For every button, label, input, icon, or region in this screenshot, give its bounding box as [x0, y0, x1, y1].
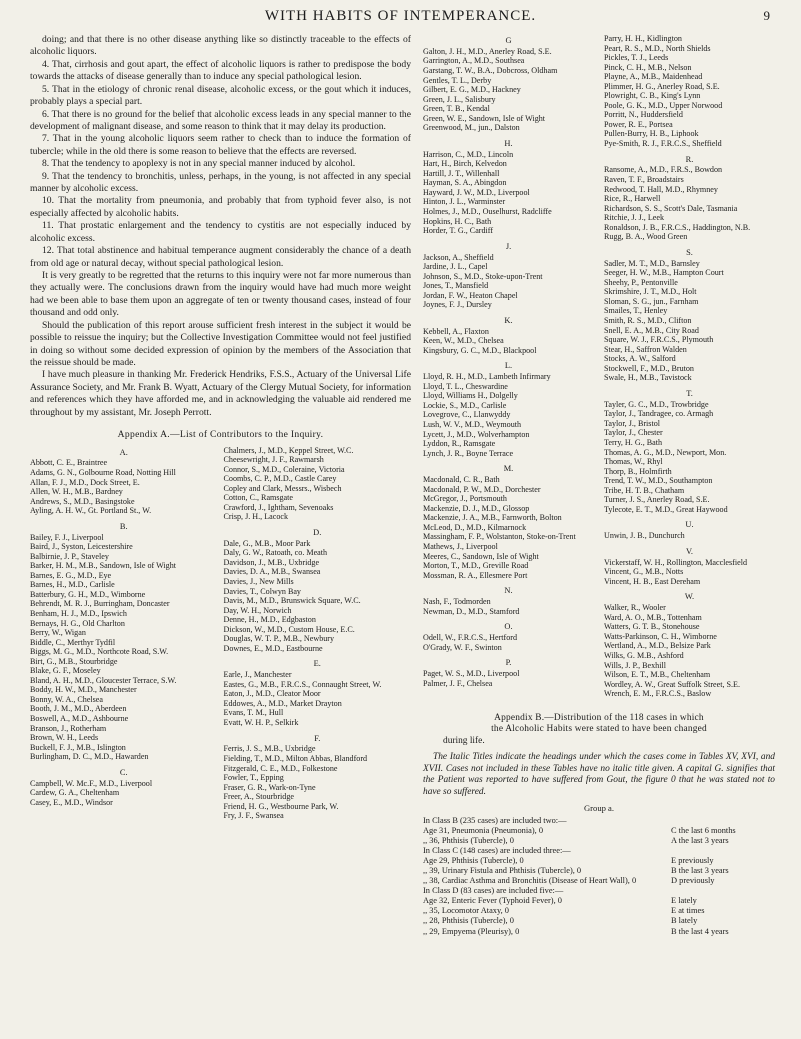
group-letter: O. [504, 622, 513, 632]
case-change: B the last 4 years [671, 926, 729, 936]
contributor-name: Gilbert, E. G., M.D., Hackney [423, 85, 521, 95]
contributor-name: Wertland, A., M.D., Belsize Park [604, 641, 711, 651]
case-change: A the last 3 years [671, 835, 729, 845]
contributor-name: Barnes, E. G., M.D., Eye [30, 570, 112, 580]
group-heading: Group a. [583, 802, 615, 813]
contributor-name: Sheehy, P., Pentonville [604, 277, 678, 287]
conclusions-text [30, 34, 411, 419]
paragraph: It is very greatly to be regretted that the returns to this inquiry were not far more numerous than they actually were. The conclusions drawn from the inquiry would have had much more weight had we been able to base them upon an aggregate of ten or twenty thousand cases, instead of four thousand and odd only. [30, 270, 411, 319]
contributor-name: Cheesewright, J. F., Rawmarsh [223, 455, 324, 465]
contributor-name: Tayler, G. C., M.D., Trowbridge [604, 399, 709, 409]
cases-class-d [423, 896, 775, 936]
appendix-b-title-1: Appendix B.—Distribution of the 118 cases in which [494, 712, 704, 723]
contributor-name: Playne, A., M.B., Maidenhead [604, 72, 703, 82]
paragraph: 9. That the tendency to bronchitis, unless, perhaps, in the young, is not affected in any special manner by alcoholic excess. [30, 170, 411, 195]
group-letter: D. [313, 527, 322, 537]
group-letter: P. [505, 658, 512, 668]
contributor-name: Behrendt, M. R. J., Burringham, Doncaster [30, 599, 170, 609]
contributor-name: Plowright, C. B., King's Lynn [604, 91, 701, 101]
contributor-name: Davies, T., Colwyn Bay [223, 586, 301, 596]
contributor-name: Hartill, J. T., Willenhall [423, 168, 500, 178]
contributor-name: Ferris, J. S., M.B., Uxbridge [223, 744, 316, 754]
contributors-column-3 [423, 34, 594, 705]
group-letter: V. [685, 546, 694, 556]
contributor-name: Cardew, G. A., Cheltenham [30, 788, 120, 798]
contributor-group [604, 547, 775, 587]
contributor-group [423, 586, 594, 616]
appendix-b-intro: The Italic Titles indicate the headings under which the cases come in Tables XV, XVI, and XVII. Cases not included in these Tables have no italic title given. A capital G. signifies that the Patient was reported to have suffered from Gout, the figure 0 that he was stated not to have so suffered. [423, 751, 775, 798]
contributor-group [423, 36, 594, 133]
contributor-name: Square, W. J., F.R.C.S., Plymouth [604, 335, 714, 345]
case-description: ,, 29, Empyema (Pleurisy), 0 [423, 926, 520, 936]
contributor-name: Wilks, G. M.B., Ashford [604, 650, 684, 660]
contributor-name: Skrimshire, J. T., M.D., Holt [604, 287, 697, 297]
contributor-name: Trend, T. W., M.D., Southampton [604, 476, 713, 486]
contributor-name: Unwin, J. B., Dunchurch [604, 531, 685, 541]
contributor-name: Lockie, S., M.D., Carlisle [423, 400, 507, 410]
contributor-name: Branson, J., Rotherham [30, 723, 107, 733]
contributor-name: Balbirnie, J. P., Staveley [30, 551, 109, 561]
contributor-name: Fraser, G. R., Wark-on-Tyne [223, 782, 316, 792]
contributor-name: Friend, H. G., Westbourne Park, W. [223, 801, 339, 811]
contributor-name: Barnes, H., M.D., Carlisle [30, 580, 115, 590]
case-change: D previously [671, 876, 715, 886]
contributor-name: Pye-Smith, R. J., F.R.C.S., Sheffield [604, 139, 722, 149]
group-letter: B. [119, 521, 128, 531]
contributor-name: Watts-Parkinson, C. H., Wimborne [604, 631, 717, 641]
contributor-name: Poole, G. K., M.D., Upper Norwood [604, 100, 723, 110]
contributor-name: Lovegrove, C., Llanwyddy [423, 410, 511, 420]
paragraph: 6. That there is no ground for the belief that alcoholic excess leads in any special manner to the development of malignant disease, and some reason to think that it may delay its production. [30, 108, 411, 132]
contributor-name: Newman, D., M.D., Stamford [423, 606, 520, 616]
group-letter: W. [684, 592, 695, 602]
contributor-name: Sloman, S. G., jun., Farnham [604, 296, 699, 306]
contributor-name: Mossman, R. A., Ellesmere Port [423, 570, 528, 580]
contributors-column-2 [218, 446, 412, 827]
contributor-name: Boddy, H. W., M.D., Manchester [30, 685, 137, 695]
contributors-continued [423, 34, 775, 705]
contributor-name: Jardine, J. L., Capel [423, 262, 488, 272]
contributor-name: Coombs, C. P., M.D., Castle Carey [223, 474, 337, 484]
running-header [30, 8, 771, 30]
contributor-name: Power, R. E., Portsea [604, 119, 673, 129]
paragraph: 5. That in the etiology of chronic renal disease, alcoholic excess, or the gout which it induces, probably plays a special part. [30, 83, 411, 108]
contributor-name: Thomas, W., Rhyl [604, 457, 663, 467]
contributor-name: Rice, R., Harwell [604, 194, 661, 204]
contributor-name: Pullen-Burry, H. B., Liphook [604, 129, 699, 139]
contributor-name: Parry, H. H., Kidlington [604, 34, 682, 43]
contributor-name: Stear, H., Saffron Walden [604, 344, 687, 354]
contributor-name: Taylor, J., Chester [604, 428, 663, 438]
contributor-name: Campbell, W. Mc.F., M.D., Liverpool [30, 778, 153, 788]
case-row [423, 836, 775, 846]
contributor-name: Terry, H. G., Bath [604, 437, 663, 447]
contributor-name: Turner, J. S., Anerley Road, S.E. [604, 495, 710, 505]
case-description: ,, 28, Phthisis (Tubercle), 0 [423, 916, 514, 926]
contributor-name: Vickerstaff, W. H., Rollington, Macclesfield [604, 557, 747, 567]
contributor-name: Bailey, F. J., Liverpool [30, 532, 104, 542]
contributor-name: Allen, W. H., M.B., Bardney [30, 487, 123, 497]
contributor-name: Berry, W., Wigan [30, 628, 86, 638]
contributor-name: Watters, G. T. B., Stonehouse [604, 622, 700, 632]
contributor-name: Pinck, C. H., M.B., Nelson [604, 62, 692, 72]
group-letter: E. [313, 659, 321, 669]
cases-class-b [423, 826, 775, 846]
contributor-name: Joynes, F. J., Dursley [423, 300, 492, 310]
case-row [423, 927, 775, 937]
contributor-name: Batterbury, G. H., M.D., Wimborne [30, 589, 146, 599]
contributor-name: Thorp, B., Holmfirth [604, 466, 672, 476]
group-letter: T. [686, 388, 693, 398]
case-change: C the last 6 months [671, 825, 736, 835]
paragraph: 8. That the tendency to apoplexy is not in any special manner induced by alcohol. [42, 158, 356, 170]
contributor-name: Smith, R. S., M.D., Clifton [604, 316, 692, 326]
case-row [423, 916, 775, 926]
contributor-name: Hayman, S. A., Abingdon [423, 178, 507, 188]
contributor-group [224, 659, 412, 727]
contributor-name: Lloyd, Williams H., Dolgelly [423, 391, 518, 401]
contributor-name: Lloyd, R. H., M.D., Lambeth Infirmary [423, 372, 551, 382]
contributor-name: Sadler, M. T., M.D., Barnsley [604, 258, 700, 268]
contributor-name: Ronaldson, J. B., F.R.C.S., Haddington, N.B. [604, 222, 751, 232]
contributor-name: Davidson, J., M.B., Uxbridge [223, 557, 320, 567]
contributor-name: Brown, W. H., Leeds [30, 733, 99, 743]
contributor-name: Macdonald, C. R., Bath [423, 475, 500, 485]
contributor-name: Morton, T., M.D., Greville Road [423, 561, 529, 571]
contributor-name: Andrews, S., M.D., Basingstoke [30, 496, 135, 506]
contributor-name: Cotton, C., Ramsgate [223, 493, 293, 503]
contributor-name: Macdonald, P. W., M.D., Dorchester [423, 484, 541, 494]
contributor-name: Gentles, T. L., Derby [423, 75, 492, 85]
contributor-name: Downes, E., M.D., Eastbourne [223, 643, 323, 653]
case-description: ,, 38, Cardiac Asthma and Bronchitis (Disease of Heart Wall), 0 [423, 876, 637, 886]
contributor-name: Paget, W. S., M.D., Liverpool [423, 669, 520, 679]
case-row [423, 876, 775, 886]
contributor-name: Birt, G., M.B., Stourbridge [30, 656, 118, 666]
contributor-group [30, 522, 218, 762]
contributor-name: Casey, E., M.D., Windsor [30, 797, 113, 807]
contributor-name: Rugg, B. A., Wood Green [604, 232, 688, 242]
contributor-group [423, 658, 594, 688]
contributor-name: Crisp, J. H., Lacock [223, 512, 289, 522]
contributor-name: Dale, G., M.B., Moor Park [223, 538, 311, 548]
contributor-name: Davies, J., New Mills [223, 576, 294, 586]
group-letter: J. [505, 241, 512, 251]
case-change: B the last 3 years [671, 866, 729, 876]
contributor-name: Abbott, C. E., Braintree [30, 458, 108, 468]
contributor-group [423, 316, 594, 356]
contributor-name: Hinton, J. L., Warminster [423, 197, 506, 207]
case-row [423, 896, 775, 906]
contributor-name: Vincent, G., M.B., Notts [604, 567, 684, 577]
contributor-name: Eastes, G., M.B., F.R.C.S., Connaught Street, W. [223, 679, 382, 689]
contributor-name: Ritchie, J. J., Leek [604, 213, 665, 223]
contributor-name: Mackenzie, J. A., M.B., Farnworth, Bolton [423, 513, 562, 523]
contributor-name: Vincent, H. B., East Dereham [604, 576, 701, 586]
contributor-name: Smailes, T., Henley [604, 306, 668, 316]
contributor-group [604, 155, 775, 242]
contributor-group [224, 734, 412, 821]
contributor-name: Davies, D. A., M.B., Swansea [223, 567, 321, 577]
contributor-name: Peart, R. S., M.D., North Shields [604, 43, 711, 53]
contributor-name: Tylecote, E. T., M.D., Great Haywood [604, 504, 728, 514]
contributor-group [224, 528, 412, 653]
contributor-group [423, 139, 594, 236]
contributor-group [604, 520, 775, 540]
contributor-name: Evatt, W. H. P., Selkirk [223, 717, 299, 727]
contributor-group [604, 248, 775, 383]
contributor-name: Walker, R., Wooler [604, 603, 666, 613]
contributor-name: Swale, H., M.B., Tavistock [604, 373, 692, 383]
contributor-name: Jones, T., Mansfield [423, 281, 489, 291]
contributor-name: Greenwood, M., jun., Dalston [423, 123, 520, 133]
contributor-name: Biddle, C., Merthyr Tydfil [30, 637, 116, 647]
contributor-name: Fitzgerald, C. E., M.D., Folkestone [223, 763, 338, 773]
contributor-name: McLeod, D., M.D., Kilmarnock [423, 522, 527, 532]
contributor-name: Day, W. H., Norwich [223, 605, 292, 615]
contributor-name: Horder, T. G., Cardiff [423, 226, 494, 236]
contributor-name: O'Grady, W. F., Swinton [423, 642, 502, 652]
contributors-list [30, 446, 411, 827]
contributor-name: Allan, F. J., M.D., Dock Street, E. [30, 477, 140, 487]
contributor-name: Jordan, F. W., Heaton Chapel [423, 290, 518, 300]
contributor-name: Palmer, J. F., Chelsea [423, 678, 493, 688]
appendix-a-title: Appendix A.—List of Contributors to the Inquiry. [117, 429, 324, 441]
contributor-name: McGregor, J., Portsmouth [423, 494, 507, 504]
contributor-name: Biggs, M. G., M.D., Northcote Road, S.W. [30, 647, 169, 657]
contributor-name: Porritt, N., Huddersfield [604, 110, 683, 120]
contributor-name: Stockwell, F., M.D., Bruton [604, 363, 694, 373]
contributor-name: Wills, J. P., Bexhill [604, 660, 666, 670]
class-heading-d: In Class D (83 cases) are included five:— [423, 886, 564, 896]
contributor-name: Douglas, W. T. P., M.B., Newbury [223, 634, 335, 644]
contributor-name: Ward, A. O., M.B., Tottenham [604, 612, 702, 622]
contributor-name: Booth, J. M., M.D., Aberdeen [30, 704, 127, 714]
appendix-b [423, 713, 775, 937]
contributor-name: Harrison, C., M.D., Lincoln [423, 149, 514, 159]
paragraph: Should the publication of this report arouse sufficient fresh interest in the subject it would be possible to reissue the inquiry; but the Collective Investigation Committee would not feel justified in doing so without some decided expression of opinion by the members of the Association that the reissue should be made. [30, 319, 411, 368]
contributor-group [423, 361, 594, 458]
contributor-name: Baird, J., Syston, Leicestershire [30, 542, 133, 552]
paragraph: 10. That the mortality from pneumonia, and probably that from typhoid fever also, is not especially affected by alcoholic habits. [30, 195, 411, 219]
contributor-name: Ayling, A. H. W., Gt. Portland St., W. [30, 506, 152, 516]
contributor-name: Lynch, J. R., Boyne Terrace [423, 448, 514, 458]
group-letter: G [505, 36, 512, 45]
contributor-name: Mackenzie, D. J., M.D., Glossop [423, 503, 530, 513]
contributor-name: Benham, H. J., M.D., Ipswich [30, 608, 127, 618]
contributor-name: Evans, T. M., Hull [223, 708, 284, 718]
contributor-name: Snell, E. A., M.B., City Road [604, 325, 699, 335]
contributor-group [423, 622, 594, 652]
contributor-name: Richardson, S. S., Scott's Dale, Tasmania [604, 203, 738, 213]
group-letter: U. [685, 520, 694, 530]
right-column [423, 34, 775, 937]
contributor-name: Seeger, H. W., M.B., Hampton Court [604, 268, 724, 278]
contributor-name: Chalmers, J., M.D., Keppel Street, W.C. [223, 445, 354, 455]
case-description: Age 32, Enteric Fever (Typhoid Fever), 0 [423, 896, 562, 906]
paragraph: 4. That, cirrhosis and gout apart, the effect of alcoholic liquors is rather to predispose the body towards the attacks of disease generally than to induce any special pathological lesion. [30, 58, 411, 83]
group-letter: N. [504, 586, 513, 596]
contributor-name: Denne, H., M.D., Edgbaston [223, 615, 316, 625]
case-row [423, 866, 775, 876]
case-row [423, 906, 775, 916]
group-letter: R. [685, 154, 694, 164]
contributor-group [30, 448, 218, 516]
contributor-name: Fielding, T., M.D., Milton Abbas, Blandford [223, 753, 368, 763]
case-row [423, 826, 775, 836]
contributor-name: Eaton, J., M.D., Cleator Moor [223, 689, 321, 699]
contributor-name: Green, W. E., Sandown, Isle of Wight [423, 113, 546, 123]
contributor-name: Lyddon, R., Ramsgate [423, 439, 496, 449]
contributor-name: Ransome, A., M.D., F.R.S., Bowdon [604, 165, 723, 175]
contributors-column-1 [30, 446, 218, 827]
contributor-name: Lycett, J., M.D., Wolverhampton [423, 429, 530, 439]
contributor-name: Wordley, A. W., Great Suffolk Street, S.E. [604, 679, 741, 689]
contributor-name: Fowler, T., Epping [223, 773, 284, 783]
contributor-name: Connor, S., M.D., Coleraine, Victoria [223, 464, 345, 474]
group-letter: C. [119, 767, 128, 777]
contributor-name: Thomas, A. G., M.D., Newport, Mon. [604, 447, 727, 457]
contributor-name: Hayward, J. W., M.D., Liverpool [423, 187, 530, 197]
group-letter: M. [503, 464, 514, 474]
group-letter: L. [504, 361, 513, 371]
contributor-name: Earle, J., Manchester [223, 670, 292, 680]
case-list [423, 816, 775, 937]
contributor-name: Stocks, A. W., Salford [604, 354, 676, 364]
contributor-name: Plimmer, H. G., Anerley Road, S.E. [604, 81, 720, 91]
contributor-name: Barker, H. M., M.B., Sandown, Isle of Wight [30, 561, 176, 571]
running-title: WITH HABITS OF INTEMPERANCE. [264, 8, 537, 24]
contributor-name: Crawford, J., Ightham, Sevenoaks [223, 502, 334, 512]
contributor-name: Galton, J. H., M.D., Anerley Road, S.E. [423, 46, 552, 56]
contributor-name: Jackson, A., Sheffield [423, 252, 494, 262]
contributor-name: Blake, G. F., Moseley [30, 666, 101, 676]
contributor-name: Pickles, T. J., Leeds [604, 53, 669, 63]
contributor-group [604, 34, 775, 149]
page-number: 9 [763, 8, 771, 23]
case-change: E lately [671, 896, 697, 906]
case-description: ,, 39, Urinary Fistula and Phthisis (Tubercle), 0 [423, 866, 582, 876]
contributor-name: Wrench, E. M., F.R.C.S., Baslow [604, 689, 712, 699]
group-letter: S. [686, 247, 693, 257]
contributor-name: Dickson, W., M.D., Custom House, E.C. [223, 624, 355, 634]
contributor-name: Bonny, W. A., Chelsea [30, 694, 103, 704]
appendix-b-title-2: the Alcoholic Habits were stated to have been changed [491, 724, 707, 735]
paragraph: I have much pleasure in thanking Mr. Frederick Hendriks, F.S.S., Actuary of the Universal Life Assurance Society, and Mr. Frank B. Wyatt, Actuary of the Clergy Mutual Society, for information and references which they have afforded me, and in acknowledging the valuable aid rendered me throughout by my assistant, Mr. Joseph Perrott. [30, 369, 411, 418]
contributor-name: Daly, G. W., Ratoath, co. Meath [223, 548, 328, 558]
contributor-name: Freer, A., Stourbridge [223, 792, 294, 802]
contributor-name: Kebbell, A., Flaxton [423, 326, 489, 336]
contributor-name: Tribe, H. T. B., Chatham [604, 485, 685, 495]
group-letter: K. [504, 315, 513, 325]
contributor-group [423, 464, 594, 580]
case-description: Age 31, Pneumonia (Pneumonia), 0 [423, 825, 544, 835]
contributor-name: Copley and Clark, Messrs., Wisbech [223, 483, 342, 493]
contributor-name: Nash, F., Todmorden [423, 597, 491, 607]
contributors-column-4 [594, 34, 775, 705]
paragraph: 12. That total abstinence and habitual temperance augment considerably the chance of a death from old age or natural decay, without special pathological lesion. [30, 245, 411, 269]
case-description: ,, 35, Locomotor Ataxy, 0 [423, 906, 509, 916]
group-letter: A. [119, 447, 128, 457]
class-heading-b: In Class B (235 cases) are included two:— [423, 815, 567, 825]
contributor-group [30, 768, 218, 808]
contributor-name: Green, J. L., Salisbury [423, 94, 496, 104]
contributor-name: Lush, W. V., M.D., Weymouth [423, 420, 522, 430]
appendix-b-title-3: during life. [443, 736, 485, 747]
class-heading-c: In Class C (148 cases) are included three:— [423, 845, 571, 855]
contributor-name: Keen, W., M.D., Chelsea [423, 336, 504, 346]
contributor-name: Massingham, F. P., Wolstanton, Stoke-on-Trent [423, 532, 576, 542]
contributor-name: Holmes, J., M.D., Ouselhurst, Radcliffe [423, 207, 552, 217]
contributor-group [423, 242, 594, 310]
contributor-name: Adams, G. N., Golbourne Road, Notting Hill [30, 467, 176, 477]
contributor-name: Eddowes, A., M.D., Market Drayton [223, 698, 342, 708]
case-description: ,, 36, Phthisis (Tubercle), 0 [423, 835, 514, 845]
contributor-name: Hopkins, H. C., Bath [423, 216, 492, 226]
contributor-name: Taylor, J., Tandragee, co. Armagh [604, 409, 714, 419]
contributor-group [224, 446, 412, 522]
case-change: E previously [671, 856, 714, 865]
contributor-group [604, 389, 775, 514]
case-description: Age 29, Phthisis (Tubercle), 0 [423, 856, 524, 865]
contributor-name: Lloyd, T. L., Cheswardine [423, 381, 508, 391]
contributor-name: Raven, T. F., Broadstairs [604, 175, 684, 185]
contributor-name: Green, T. B., Kendal [423, 104, 490, 114]
contributor-name: Buckell, F. J., M.B., Islington [30, 742, 126, 752]
contributor-name: Bernays, H. G., Old Charlton [30, 618, 125, 628]
group-letter: F. [314, 733, 321, 743]
contributor-name: Redwood, T. Hall, M.D., Rhymney [604, 184, 718, 194]
contributor-name: Garrington, A., M.D., Southsea [423, 56, 525, 66]
contributor-name: Hart, H., Birch, Kelvedon [423, 159, 507, 169]
paragraph: 7. That in the young alcoholic liquors seem rather to check than to induce the formation of tubercle; while in the old there is some reason to believe that the effects are reversed. [30, 133, 411, 157]
cases-class-c [423, 856, 775, 886]
contributor-group [604, 592, 775, 698]
case-change: B lately [671, 916, 698, 926]
case-change: E at times [671, 906, 705, 916]
paragraph: 11. That prostatic enlargement and the tendency to cystitis are not especially induced by alcoholic excess. [30, 220, 411, 244]
contributor-name: Bland, A. H., M.D., Gloucester Terrace, S.W. [30, 675, 177, 685]
contributor-name: Fry, J. F., Swansea [223, 811, 284, 821]
contributor-name: Burlingham, D. C., M.D., Hawarden [30, 752, 149, 762]
contributor-name: Garstang, T. W., B.A., Dobcross, Oldham [423, 66, 558, 75]
group-letter: H. [504, 138, 513, 148]
contributor-name: Johnson, S., M.D., Stoke-upon-Trent [423, 271, 543, 281]
contributor-name: Boswell, A., M.D., Ashbourne [30, 713, 129, 723]
contributor-name: Taylor, J., Bristol [604, 418, 660, 428]
left-column [30, 34, 411, 827]
case-row [423, 856, 775, 866]
contributor-name: Odell, W., F.R.C.S., Hertford [423, 633, 518, 643]
contributor-name: Davis, M., M.D., Brunswick Square, W.C. [223, 596, 361, 606]
contributor-name: Mathews, J., Liverpool [423, 541, 498, 551]
contributor-name: Kingsbury, G. C., M.D., Blackpool [423, 345, 537, 355]
paragraph: doing; and that there is no other disease anything like so distinctly traceable to the effects of alcoholic liquors. [30, 34, 411, 58]
contributor-name: Wilson, E. T., M.B., Cheltenham [604, 670, 711, 680]
contributor-name: Meeres, C., Sandown, Isle of Wight [423, 551, 539, 561]
